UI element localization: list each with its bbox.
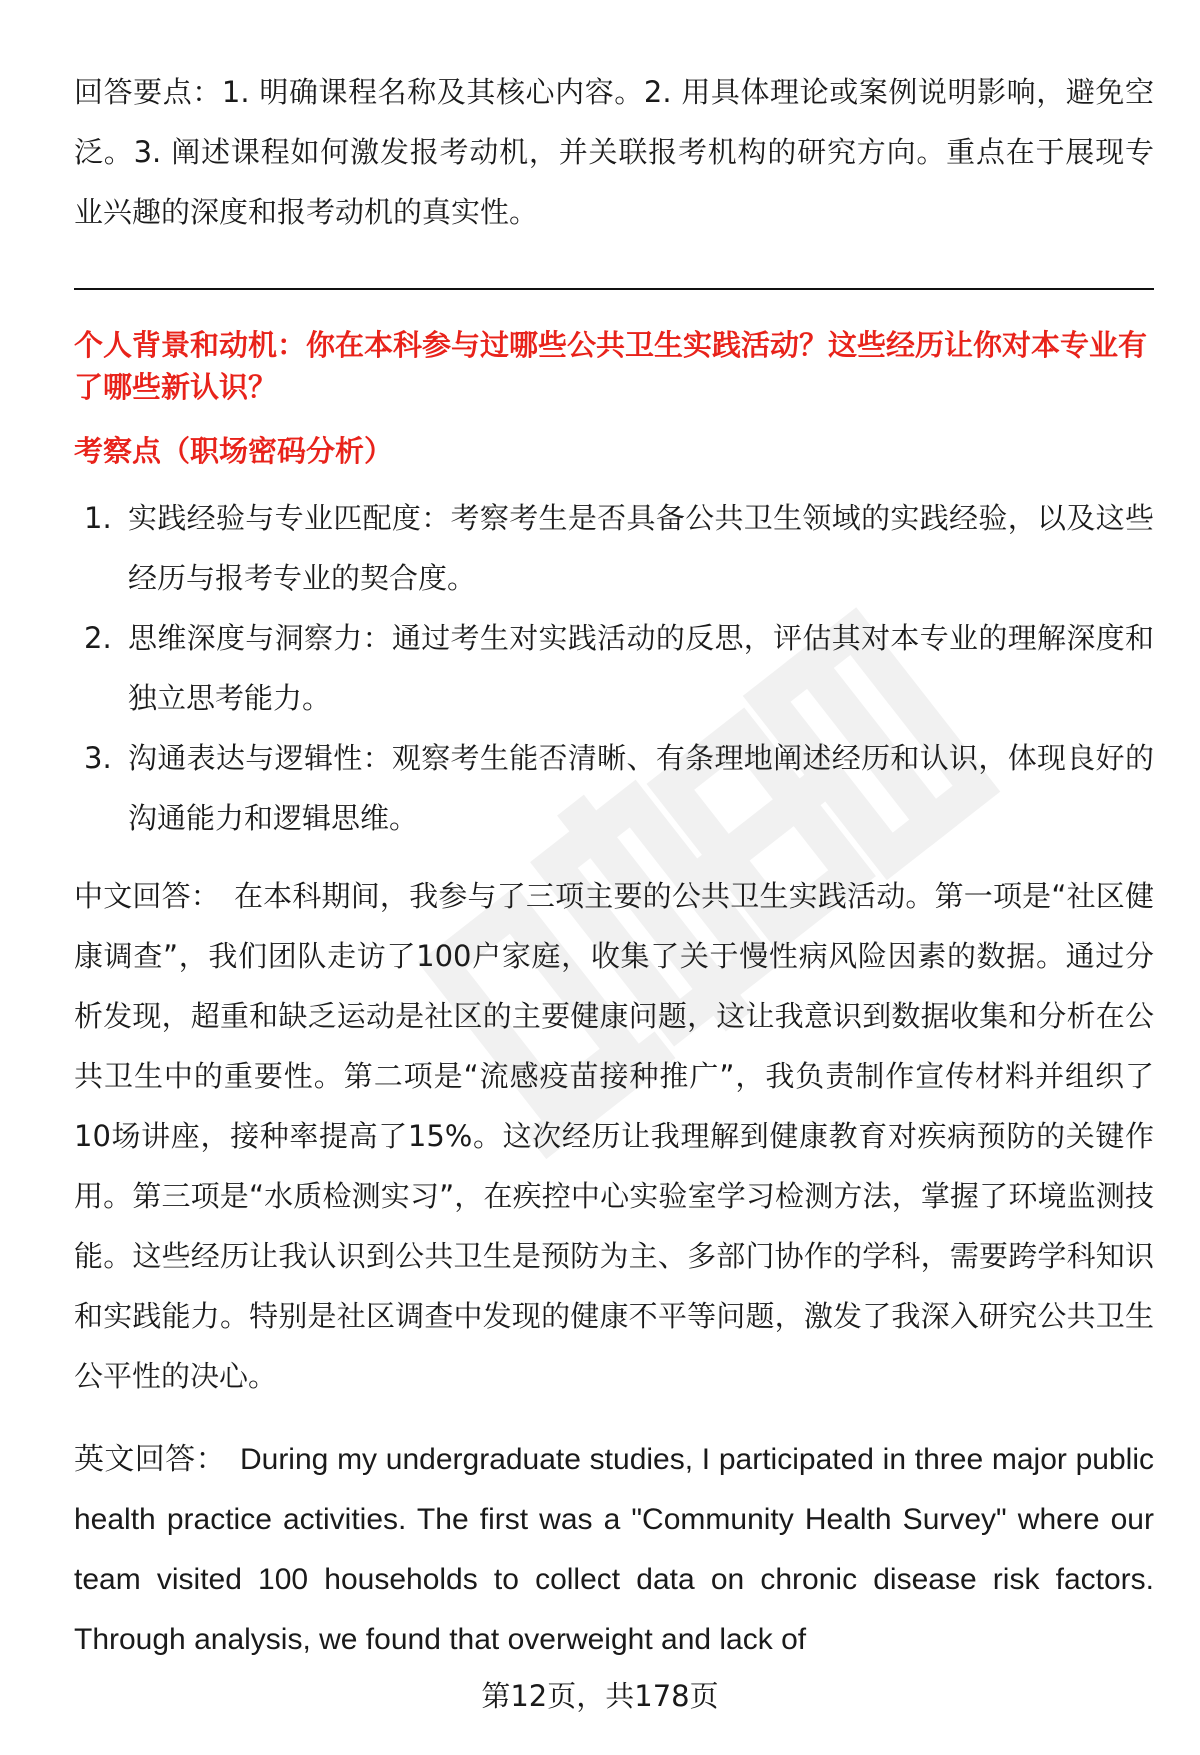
analysis-item-number: 3. — [84, 741, 112, 775]
analysis-item-text: 思维深度与洞察力：通过考生对实践活动的反思，评估其对本专业的理解深度和独立思考能力。 — [128, 621, 1154, 715]
document-page — [74, 62, 1154, 1670]
analysis-heading: 考察点（职场密码分析） — [74, 434, 394, 468]
analysis-item-number: 2. — [84, 621, 112, 655]
analysis-item-text: 实践经验与专业匹配度：考察考生是否具备公共卫生领域的实践经验，以及这些经历与报考专业的契合度。 — [128, 501, 1154, 595]
analysis-item — [74, 488, 1154, 608]
analysis-item-number: 1. — [84, 501, 112, 535]
section-divider — [74, 288, 1154, 290]
analysis-item — [74, 608, 1154, 728]
english-answer — [74, 1430, 1154, 1670]
english-answer-text: During my undergraduate studies, I participated in three major public health practice activities. The first was a "Community Health Survey" where our team visited 100 households to collect data on chronic disease risk factors. Through analysis, we found that overweight and lack of — [74, 1443, 1154, 1656]
question-heading: 个人背景和动机：你在本科参与过哪些公共卫生实践活动？这些经历让你对本专业有了哪些新认识？ — [74, 328, 1148, 404]
analysis-item — [74, 728, 1154, 848]
chinese-answer-label: 中文回答： — [74, 879, 220, 913]
chinese-answer — [74, 866, 1154, 1406]
page-number-footer: 第12页，共178页 — [481, 1679, 719, 1713]
analysis-item-text: 沟通表达与逻辑性：观察考生能否清晰、有条理地阐述经历和认识，体现良好的沟通能力和逻辑思维。 — [128, 741, 1154, 835]
answer-key-points: 回答要点：1. 明确课程名称及其核心内容。2. 用具体理论或案例说明影响，避免空泛。3. 阐述课程如何激发报考动机，并关联报考机构的研究方向。重点在于展现专业兴趣的深度和报考动机的真实性。 — [74, 75, 1154, 229]
analysis-list — [74, 488, 1154, 848]
chinese-answer-text: 在本科期间，我参与了三项主要的公共卫生实践活动。第一项是“社区健康调查”，我们团队走访了100户家庭，收集了关于慢性病风险因素的数据。通过分析发现，超重和缺乏运动是社区的主要健康问题，这让我意识到数据收集和分析在公共卫生中的重要性。第二项是“流感疫苗接种推广”，我负责制作宣传材料并组织了10场讲座，接种率提高了15%。这次经历让我理解到健康教育对疾病预防的关键作用。第三项是“水质检测实习”，在疾控中心实验室学习检测方法，掌握了环境监测技能。这些经历让我认识到公共卫生是预防为主、多部门协作的学科，需要跨学科知识和实践能力。特别是社区调查中发现的健康不平等问题，激发了我深入研究公共卫生公平性的决心。 — [74, 879, 1154, 1393]
english-answer-label: 英文回答： — [74, 1443, 226, 1476]
